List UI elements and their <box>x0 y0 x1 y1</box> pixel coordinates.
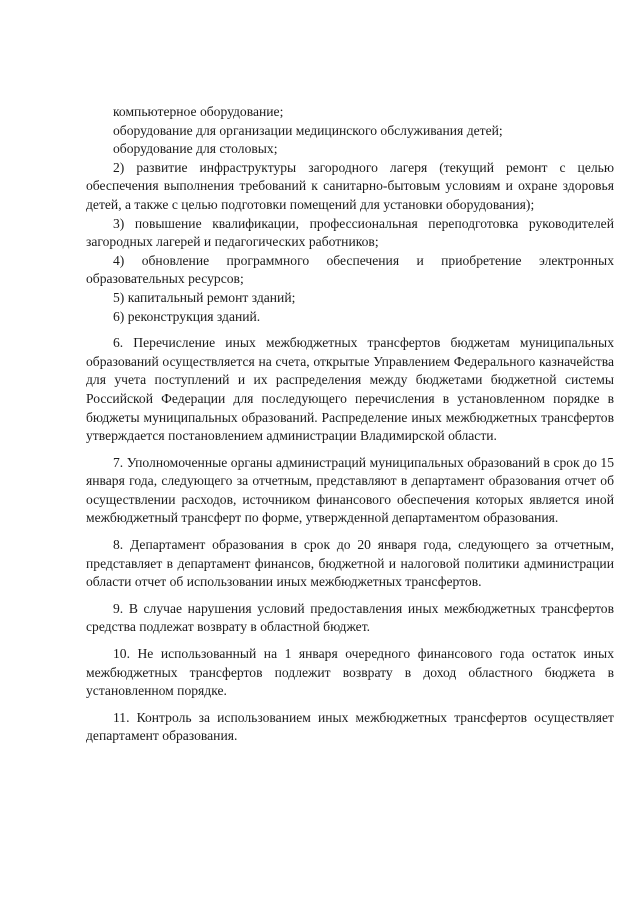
paragraph-9: 9. В случае нарушения условий предоставления иных межбюджетных трансфертов средства подлежат возврату в областной бюджет. <box>86 600 614 635</box>
list-item-medical-equipment: оборудование для организации медицинского обслуживания детей; <box>113 122 503 138</box>
list-item-capital-repair: 5) капитальный ремонт зданий; <box>113 289 296 305</box>
list-item-software: 4) обновление программного обеспечения и приобретение электронных образовательных ресурсов; <box>86 252 614 287</box>
list-item-reconstruction: 6) реконструкция зданий. <box>113 308 261 324</box>
list-item-infrastructure: 2) развитие инфраструктуры загородного лагеря (текущий ремонт с целью обеспечения выполнения требований к санитарно-бытовым условиям и охране здоровья детей, а также с целью подготовки помещений для установки оборудования); <box>86 159 614 212</box>
paragraph-7: 7. Уполномоченные органы администраций муниципальных образований в срок до 15 января года, следующего за отчетным, представляют в департамент образования отчет об осуществлении расходов, источником финансового обеспечения которых является иной межбюджетный трансферт по форме, утвержденной департаментом образования. <box>86 454 614 526</box>
document-body <box>86 103 614 746</box>
paragraph-6: 6. Перечисление иных межбюджетных трансфертов бюджетам муниципальных образований осуществляется на счета, открытые Управлением Федерального казначейства для учета поступлений и их распределения между бюджетами бюджетной системы Российской Федерации для последующего перечисления в установленном порядке в бюджеты муниципальных образований. Распределение иных межбюджетных трансфертов утверждается постановлением администрации Владимирской области. <box>86 335 614 444</box>
list-item-computer-equipment: компьютерное оборудование; <box>113 104 284 119</box>
list-item-canteen-equipment: оборудование для столовых; <box>113 141 278 157</box>
paragraph-8: 8. Департамент образования в срок до 20 января года, следующего за отчетным, представляет в департамент финансов, бюджетной и налоговой политики администрации области отчет об использовании иных межбюджетных трансфертов. <box>86 537 614 590</box>
list-item-qualification: 3) повышение квалификации, профессиональная переподготовка руководителей загородных лагерей и педагогических работников; <box>86 215 614 250</box>
paragraph-10: 10. Не использованный на 1 января очередного финансового года остаток иных межбюджетных трансфертов подлежит возврату в доход областного бюджета в установленном порядке. <box>86 646 614 699</box>
paragraph-11: 11. Контроль за использованием иных межбюджетных трансфертов осуществляет департамент образования. <box>86 709 614 744</box>
